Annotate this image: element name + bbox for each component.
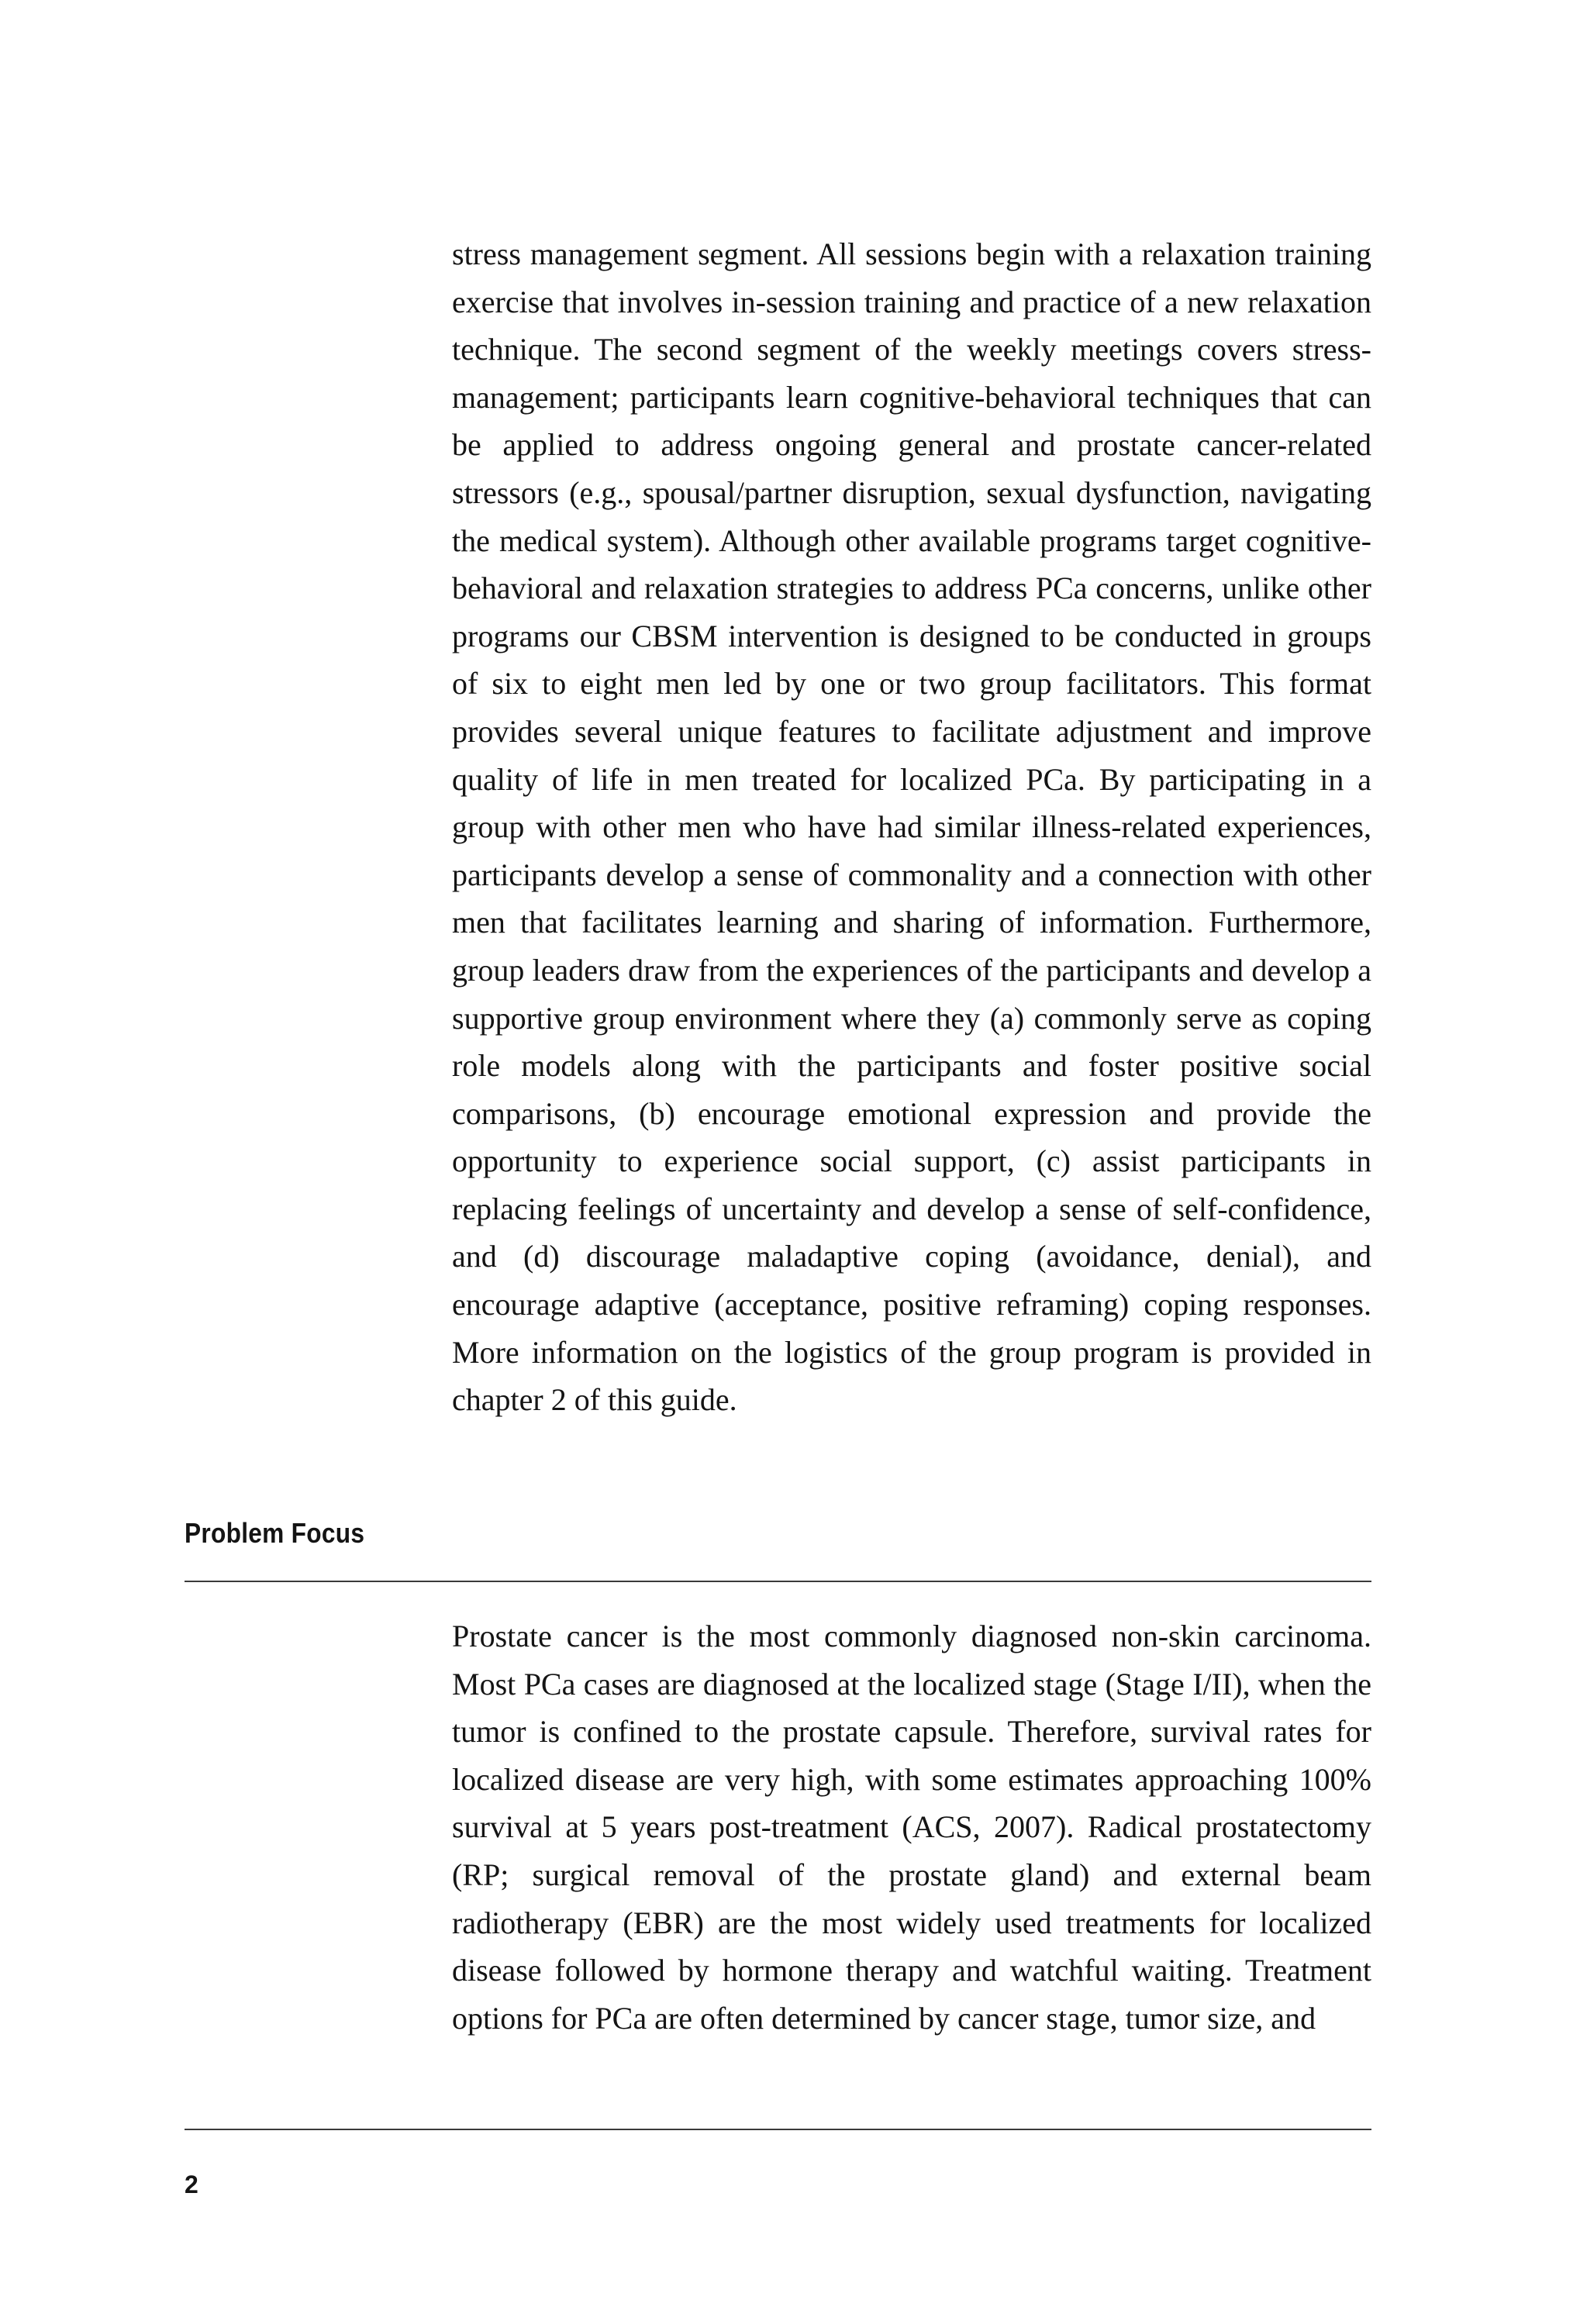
footer-rule-divider	[185, 2129, 1371, 2130]
body-paragraph-continued: stress management segment. All sessions begin with a relaxation training exercise that involves in-session training and practice of a new relaxation technique. The second segment of the weekly meetings covers stress-management; participants learn cognitive-behavioral techniques that can be applied to address ongoing general and prostate cancer-related stressors (e.g., spousal/partner disruption, sexual dysfunction, navigating the medical system). Although other available programs target cognitive-behavioral and relaxation strategies to address PCa concerns, unlike other programs our CBSM intervention is designed to be conducted in groups of six to eight men led by one or two group facilitators. This format provides several unique features to facilitate adjustment and improve quality of life in men treated for localized PCa. By participating in a group with other men who have had similar illness-related experiences, participants develop a sense of commonality and a connection with other men that facilitates learning and sharing of information. Furthermore, group leaders draw from the experiences of the participants and develop a supportive group environment where they (a) commonly serve as coping role models along with the participants and foster positive social comparisons, (b) encourage emotional expression and provide the opportunity to experience social support, (c) assist participants in replacing feelings of uncertainty and develop a sense of self-confidence, and (d) discourage maladaptive coping (avoidance, denial), and encourage adaptive (acceptance, positive reframing) coping responses. More information on the logistics of the group program is provided in chapter 2 of this guide.	[452, 236, 1371, 1418]
section-heading-problem-focus: Problem Focus	[185, 1517, 365, 1549]
page-number: 2	[185, 2171, 198, 2198]
body-paragraph-problem-focus: Prostate cancer is the most commonly diagnosed non-skin carcinoma. Most PCa cases are diagnosed at the localized stage (Stage I/II), when the tumor is confined to the prostate capsule. Therefore, survival rates for localized disease are very high, with some estimates approaching 100% survival at 5 years post-treatment (ACS, 2007). Radical prostatectomy (RP; surgical removal of the prostate gland) and external beam radiotherapy (EBR) are the most widely used treatments for localized disease followed by hormone therapy and watchful waiting. Treatment options for PCa are often determined by cancer stage, tumor size, and	[452, 1619, 1371, 2036]
heading-rule-divider	[185, 1581, 1371, 1582]
